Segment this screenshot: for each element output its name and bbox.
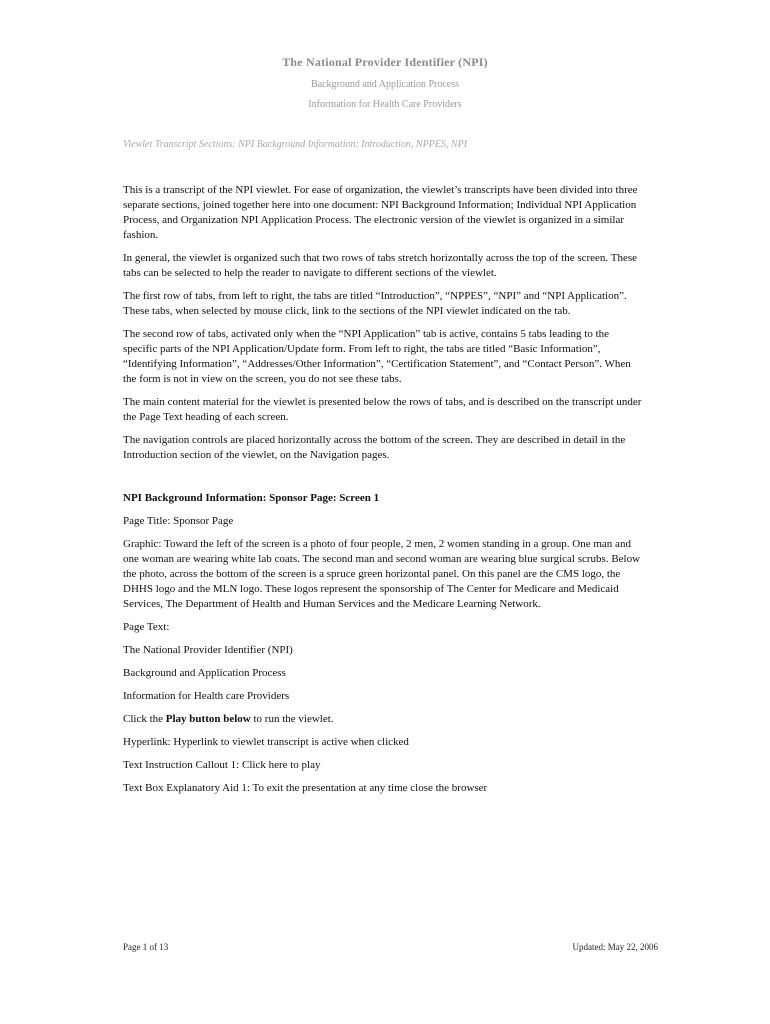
play-button-reference: Play button below — [165, 713, 251, 725]
document-subtitle-2: Information for Health Care Providers — [308, 99, 462, 110]
page-text-line: Background and Application Process — [123, 667, 286, 679]
document-subtitle: Background and Application Process — [310, 79, 460, 90]
screen-heading: NPI Background Information: Sponsor Page: Screen 1 — [123, 492, 380, 504]
play-instruction-pre: Click the — [123, 713, 166, 725]
intro-paragraph: The second row of tabs, activated only when the “NPI Application” tab is active, contains 5 tabs leading to the specific parts of the NPI Application/Update form. From left to right, the tabs are titled “Basic Information”, “Identifying Information”, “Addresses/Other Information”, “Certification Statement”, and “Contact Person”. When the form is not in view on the screen, you do not see these tabs. — [123, 328, 631, 385]
callout-line: Text Instruction Callout 1: Click here to play — [123, 759, 321, 771]
document-title: The National Provider Identifier (NPI) — [282, 55, 488, 69]
updated-date: Updated: May 22, 2006 — [572, 942, 658, 952]
document-body — [123, 183, 645, 804]
textbox-line: Text Box Explanatory Aid 1: To exit the presentation at any time close the browser — [123, 782, 488, 794]
intro-paragraph: The navigation controls are placed horizontally across the bottom of the screen. They are described in detail in the Introduction section of the viewlet, on the Navigation pages. — [123, 434, 626, 461]
intro-paragraph: The main content material for the viewlet is presented below the rows of tabs, and is described on the transcript under the Page Text heading of each screen. — [123, 396, 642, 423]
hyperlink-line: Hyperlink: Hyperlink to viewlet transcript is active when clicked — [123, 736, 409, 748]
play-instruction-post: to run the viewlet. — [250, 713, 334, 725]
page-title-line: Page Title: Sponsor Page — [123, 515, 234, 527]
transcript-sections-line: Viewlet Transcript Sections: NPI Background Information: Introduction, NPPES, NPI — [123, 139, 468, 150]
graphic-description: Graphic: Toward the left of the screen is a photo of four people, 2 men, 2 women standing in a group. One man and one woman are wearing white lab coats. The second man and second woman are wearing blue surgical scrubs. Below the photo, across the bottom of the screen is a spruce green horizontal panel. On this panel are the CMS logo, the DHHS logo and the MLN logo. These logos represent the sponsorship of The Center for Medicare and Medicaid Services, The Department of Health and Human Services and the Medicare Learning Network. — [123, 538, 641, 610]
play-instruction — [123, 712, 645, 727]
intro-paragraph: The first row of tabs, from left to right, the tabs are titled “Introduction”, “NPPES”, “NPI” and “NPI Application”. These tabs, when selected by mouse click, link to the sections of the NPI viewlet indicated on the tab. — [123, 290, 627, 317]
intro-paragraph: This is a transcript of the NPI viewlet. For ease of organization, the viewlet’s transcripts have been divided into three separate sections, joined together here into one document: NPI Background Information; Individual NPI Application Process, and Organization NPI Application Process. The electronic version of the viewlet is organized in a similar fashion. — [123, 184, 638, 241]
page-text-line: The National Provider Identifier (NPI) — [123, 644, 293, 656]
page-text-label: Page Text: — [123, 621, 170, 633]
intro-paragraph: In general, the viewlet is organized such that two rows of tabs stretch horizontally across the top of the screen. These tabs can be selected to help the reader to navigate to different sections of the viewlet. — [123, 252, 637, 279]
page-number: Page 1 of 13 — [123, 942, 169, 952]
page-text-line: Information for Health care Providers — [123, 690, 290, 702]
